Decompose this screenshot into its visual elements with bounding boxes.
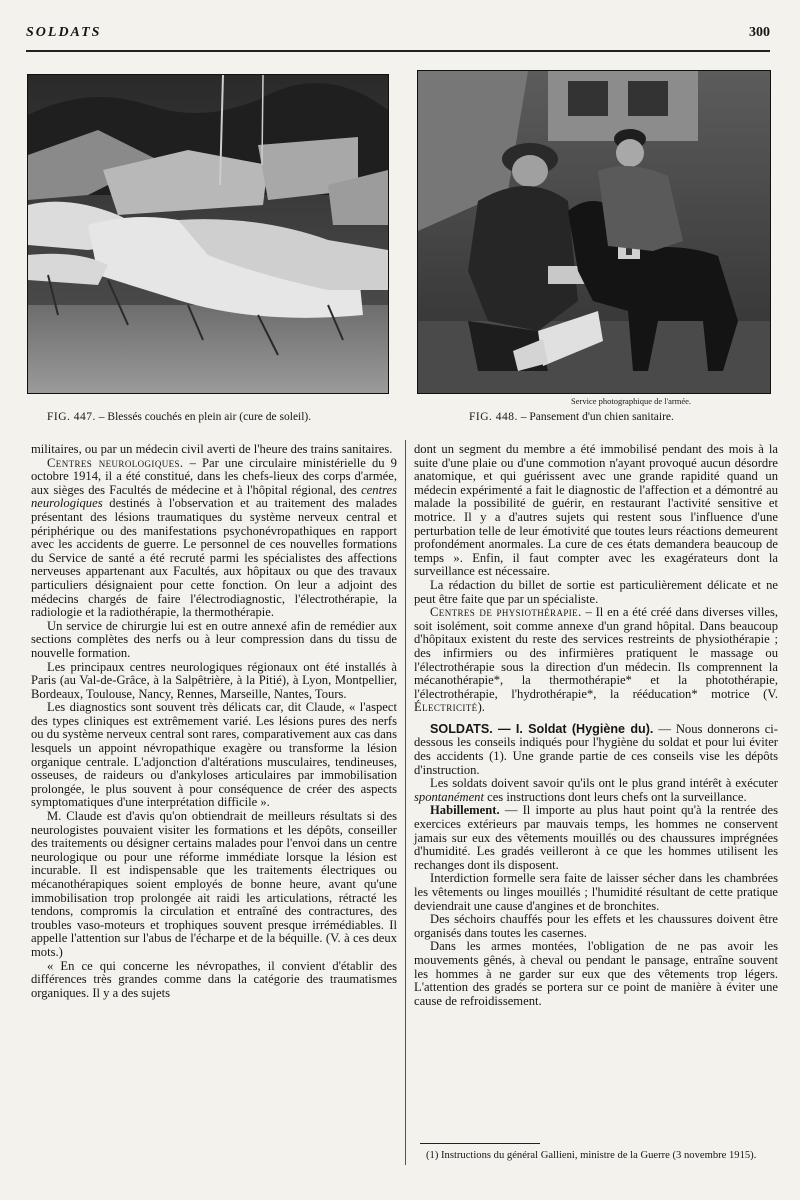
figure-447-photo — [27, 74, 389, 394]
page-header — [26, 22, 770, 48]
paragraph-text: ces instructions dont leurs chefs ont la surveillance. — [483, 789, 747, 804]
figure-447-label: FIG. 447. — [47, 411, 96, 423]
figure-448-caption-text: – Pansement d'un chien sanitaire. — [517, 411, 674, 423]
subheading: Habillement. — [430, 803, 500, 818]
paragraph-text: — Il importe au plus haut point qu'à la rentrée des exercices extérieurs par mauvais temps, les hommes ne conservent jamais sur eux des vêtements mouillés ou des chaussures imprégnées d'humidité. Les gradés veilleront à ce que les hommes utilisent les rechanges dont ils disposent. — [414, 803, 778, 872]
running-title: SOLDATS — [26, 25, 102, 40]
paragraph-text: Les soldats doivent savoir qu'ils ont le plus grand intérêt à exécuter — [430, 776, 778, 791]
paragraph — [414, 777, 778, 804]
paragraph-soldats-heading — [414, 723, 778, 777]
article-heading: SOLDATS. — I. Soldat (Hygiène du). — [430, 721, 654, 736]
column-divider — [405, 440, 406, 1165]
figure-447-caption — [47, 411, 311, 423]
paragraph-text: destinés à l'observation et au traitement des malades présentant des lésions traumatiques du système nerveux central et périphérique ou des manifestations psychonévropathiques en rapport avec les accidents de guerre. Le personnel de ces nouvelles formations du Service de santé a été recruté parmi les spécialistes des affections nerveuses appartenant aux Facultés, aux hôpitaux ou que des travaux particuliers désignaient pour cette fonction. On leur a adjoint des médecins chargés de faire l'électrodiagnostic, l'électrothérapie, la radiologie et la radiothérapie, la thermothérapie. — [31, 496, 397, 620]
paragraph: « En ce qui concerne les névropathes, il convient d'établir des différences très grandes comme dans la catégorie des traumatismes organiques. Il y a des sujets — [31, 958, 397, 1000]
paragraph: Les principaux centres neurologiques régionaux ont été installés à Paris (au Val-de-Grâce, à la Salpêtrière, à la Pitié), à Lyon, Montpellier, Bordeaux, Toulouse, Nancy, Rennes, Marseille, Nantes, Tours. — [31, 659, 397, 701]
paragraph-centres-physiotherapie — [414, 606, 778, 715]
footnote: (1) Instructions du général Gallieni, ministre de la Guerre (3 novembre 1915). — [426, 1150, 757, 1161]
section-heading: Centres de physiothérapie. — [430, 605, 582, 620]
paragraph-text: ). — [477, 700, 485, 715]
paragraph: militaires, ou par un médecin civil averti de l'heure des trains sanitaires. — [31, 442, 393, 456]
emphasis: centres neurologiques — [31, 482, 397, 511]
figure-448-credit: Service photographique de l'armée. — [571, 396, 692, 406]
paragraph-text: – Il en a été créé dans diverses villes, soit isolément, soit comme annexe d'un grand hôpital. Dans beaucoup d'hôpitaux existent du reste des services restreints de physiothérapie ; des infirmiers ou des infirmières pratiquent le massage ou l'électrothérapie sous la direction d'un médecin. Ils comprennent la mécanothérapie*, la thermothérapie* et la photothérapie, l'électrothérapie, l'hydrothérapie*, la rééducation* motrice (V. — [414, 605, 779, 701]
paragraph: Un service de chirurgie lui est en outre annexé afin de remédier aux sections complètes des nerfs ou à leur compression dans du tissu de nouvelle formation. — [31, 618, 397, 660]
paragraph: Interdiction formelle sera faite de laisser sécher dans les chambrées les vêtements ou linges mouillés ; l'humidité résultant de cette pratique deviendrait une cause d'angines et de bronchites. — [414, 871, 778, 913]
paragraph-centres-neurologiques — [31, 457, 397, 620]
figure-447-caption-text: – Blessés couchés en plein air (cure de soleil). — [95, 411, 312, 423]
emphasis: spontanément — [414, 789, 484, 804]
figure-448-label: FIG. 448. — [469, 411, 518, 423]
paragraph-text: – Par une circulaire ministérielle du 9 octobre 1914, il a été constitué, dans les chefs-lieux des corps d'armée, aux sièges des Facultés de médecine et à l'hôpital régional, des — [31, 455, 397, 497]
right-column — [414, 443, 778, 1008]
left-column — [31, 443, 397, 1000]
paragraph: M. Claude est d'avis qu'on obtiendrait de meilleurs résultats si des neurologistes pouvaient visiter les formations et les dépôts, conseiller des traitements ou désigner certains malades pour l'envoi dans un centre neurologique ou pour une réforme immédiate lorsque la lésion est incurable. Il est indispensable que les traitements électriques ou mécanothérapiques soient employés de bonne heure, avant qu'une immobilisation trop prolongée ait raidi les articulations, rétracté les tendons, compromis la circulation et entraîné des contractures, des troubles vaso-moteurs et trophiques souvent presque irrémédiables. Il appelle l'attention sur l'abus de l'écharpe et de la béquille. (V. à ces deux mots.) — [31, 809, 397, 959]
section-heading: Centres neurologiques. — [47, 455, 184, 470]
paragraph: Des séchoirs chauffés pour les effets et les chaussures doivent être organisés dans toutes les casernes. — [414, 912, 778, 940]
figure-448-photo — [417, 70, 771, 394]
paragraph: Les diagnostics sont souvent très délicats car, dit Claude, « l'aspect des types cliniques est extrêmement varié. Les lésions pures des nerfs ou du système nerveux central sont rares, comparativement aux cas dans lesquels un appoint névropathique exagère ou transforme la lésion organique centrale. L'adjonction d'altérations musculaires, tendineuses, osseuses, de raideurs ou d'ankyloses articulaires par immobilisation prolongée, le plus souvent à pour conséquence de créer des aspects symptomatiques d'une interprétation difficile ». — [31, 700, 397, 810]
paragraph-habillement — [414, 804, 778, 872]
cross-reference: Électricité — [414, 700, 478, 715]
page-number: 300 — [749, 25, 770, 40]
paragraph: dont un segment du membre a été immobilisé pendant des mois à la suite d'une plaie ou d'une commotion n'ayant provoqué aucun désordre anatomique, et qui guérissent avec une grande rapidité quand un médecin expérimenté a fait le diagnostic de l'affection et a démontré au malade la possibilité de guérir, en restaurant l'activité sensitive et motrice. Il y a d'autres sujets qui restent sous l'influence d'une perturbation telle de leur émotivité que toutes leurs réactions demeurent profondément anormales. La cure de ces états demandera beaucoup de temps ». Enfin, il faut compter avec les exagérateurs dont la surveillance est nécessaire. — [414, 442, 778, 579]
paragraph: La rédaction du billet de sortie est particulièrement délicate et ne peut être faite que par un spécialiste. — [414, 577, 778, 606]
footnote-rule — [420, 1143, 540, 1144]
paragraph: Dans les armes montées, l'obligation de ne pas avoir les mouvements gênés, à cheval ou pendant le pansage, entraîne souvent les hommes à ne garder sur eux que des vêtements trop légers. L'attention des gradés se portera sur ce point de manière à éviter une cause de refroidissement. — [414, 939, 778, 1008]
figure-448-caption — [469, 411, 674, 423]
paragraph-text: — Nous donnerons ci-dessous les conseils indiqués pour l'hygiène du soldat et pour lui éviter des accidents (1). Une grande partie de ces conseils vise les dépôts d'instruction. — [414, 721, 778, 777]
header-rule — [26, 50, 770, 52]
